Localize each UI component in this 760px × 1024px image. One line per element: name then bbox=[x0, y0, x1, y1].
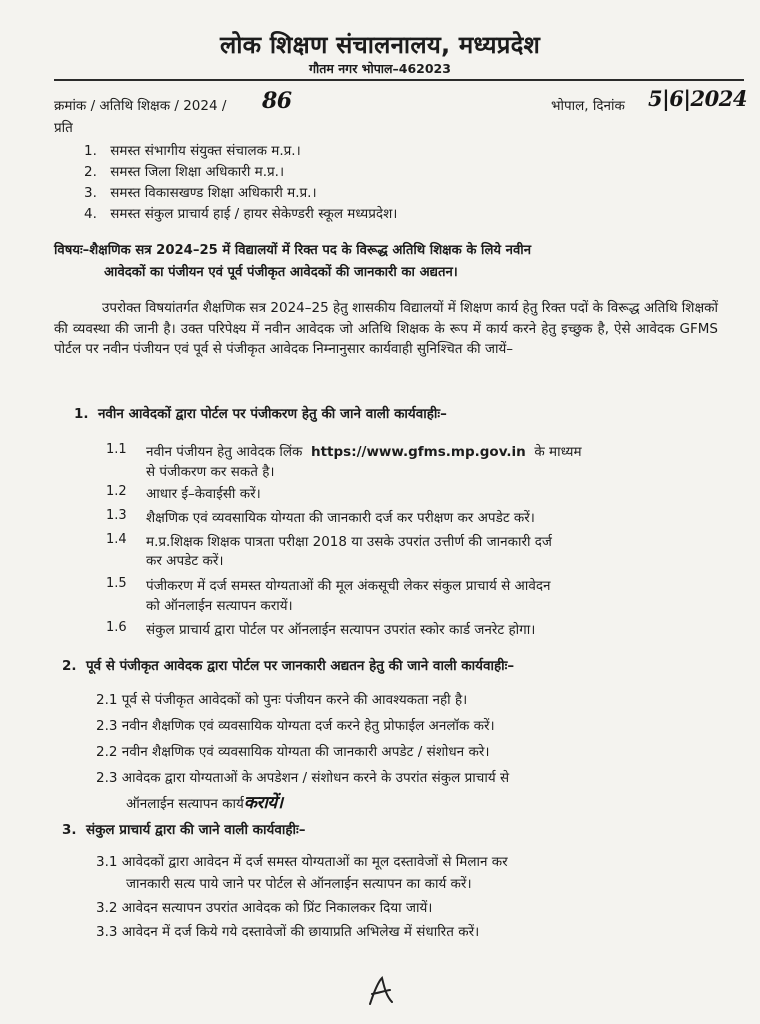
subject-label: विषयः– bbox=[54, 243, 90, 258]
section-3-heading: 3. संकुल प्राचार्य द्वारा की जाने वाली कार्यवाहीः– bbox=[62, 822, 306, 838]
item-1-1-line2: से पंजीकरण कर सकते है। bbox=[146, 464, 275, 480]
item-1-3-text: शैक्षणिक एवं व्यवसायिक योग्यता की जानकारी दर्ज कर परीक्षण कर अपडेट करें। bbox=[146, 510, 535, 526]
item-3-3: 3.3 आवेदन में दर्ज किये गये दस्तावेजों की छायाप्रति अभिलेख में संधारित करें। bbox=[96, 924, 480, 940]
list-item: 1. समस्त संभागीय संयुक्त संचालक म.प्र.। bbox=[84, 143, 301, 159]
item-1-1-text: नवीन पंजीयन हेतु आवेदक लिंक https://www.gfms.mp.gov.in के माध्यम bbox=[146, 444, 582, 460]
place-date-label: भोपाल, दिनांक bbox=[551, 98, 625, 114]
item-2-1: 2.1 पूर्व से पंजीकृत आवेदकों को पुनः पंजीयन करने की आवश्यकता नही है। bbox=[96, 692, 468, 708]
intro-paragraph: उपरोक्त विषयांतर्गत शैक्षणिक सत्र 2024–25 हेतु शासकीय विद्यालयों में शिक्षण कार्य हेतु रिक्त पदों के विरूद्ध अतिथि शिक्षकों की व्यवस्था की जानी है। उक्त परिपेक्ष्य में नवीन आवेदक जो अतिथि शिक्षक के रूप में कार्य करने हेतु इच्छुक है, ऐसे आवेदक GFMS पोर्टल पर नवीन पंजीयन एवं पूर्व से पंजीकृत आवेदक निम्नानुसार कार्यवाही सुनिश्चित की जायें– bbox=[54, 300, 718, 357]
item-2-3a: 2.3 नवीन शैक्षणिक एवं व्यवसायिक योग्यता दर्ज करने हेतु प्रोफाईल अनलॉक करें। bbox=[96, 718, 495, 734]
item-1-6-num: 1.6 bbox=[106, 620, 127, 635]
item-2-3b: 2.3 आवेदक द्वारा योग्यताओं के अपडेशन / संशोधन करने के उपरांत संकुल प्राचार्य से bbox=[96, 770, 510, 786]
signature-mark bbox=[362, 972, 402, 1012]
item-3-1: 3.1 आवेदकों द्वारा आवेदन में दर्ज समस्त योग्यताओं का मूल दस्तावेजों से मिलान कर bbox=[96, 854, 508, 870]
prati-label: प्रति bbox=[54, 120, 73, 136]
item-1-3-num: 1.3 bbox=[106, 508, 127, 523]
gfms-portal-link[interactable]: https://www.gfms.mp.gov.in bbox=[310, 444, 526, 460]
item-1-4-text: म.प्र.शिक्षक शिक्षक पात्रता परीक्षा 2018 या उसके उपरांत उत्तीर्ण की जानकारी दर्ज bbox=[146, 534, 552, 550]
list-item: 3. समस्त विकासखण्ड शिक्षा अधिकारी म.प्र.। bbox=[84, 185, 317, 201]
reference-prefix: क्रमांक / अतिथि शिक्षक / 2024 / bbox=[54, 98, 227, 114]
subject-line-1: विषयः–शैक्षणिक सत्र 2024–25 में विद्यालयों में रिक्त पद के विरूद्ध अतिथि शिक्षक के लिये नवीन bbox=[54, 243, 532, 258]
item-1-1-num: 1.1 bbox=[106, 442, 127, 457]
item-3-1-line2: जानकारी सत्य पाये जाने पर पोर्टल से ऑनलाईन सत्यापन का कार्य करें। bbox=[126, 876, 472, 892]
item-2-3b-line2: ऑनलाईन सत्यापन कार्यकरायें। bbox=[126, 793, 283, 813]
item-1-5-num: 1.5 bbox=[106, 576, 127, 591]
page-title: लोक शिक्षण संचालनालय, मध्यप्रदेश bbox=[219, 31, 541, 59]
item-1-5-line2: को ऑनलाईन सत्यापन करायें। bbox=[146, 598, 293, 614]
subject-line-2: आवेदकों का पंजीयन एवं पूर्व पंजीकृत आवेदकों की जानकारी का अद्यतन। bbox=[104, 265, 458, 280]
item-1-4-line2: कर अपडेट करें। bbox=[146, 553, 224, 569]
item-1-2-text: आधार ई–केवाईसी करें। bbox=[146, 486, 261, 502]
office-address: गौतम नगर भोपाल–462023 bbox=[309, 61, 451, 76]
reference-number-handwritten: 86 bbox=[262, 88, 292, 114]
item-3-2: 3.2 आवेदन सत्यापन उपरांत आवेदक को प्रिंट निकालकर दिया जायें। bbox=[96, 900, 433, 916]
handwritten-correction: करायें। bbox=[243, 793, 283, 813]
header-divider bbox=[54, 79, 744, 81]
section-2-heading: 2. पूर्व से पंजीकृत आवेदक द्वारा पोर्टल पर जानकारी अद्यतन हेतु की जाने वाली कार्यवाहीः– bbox=[62, 658, 515, 674]
item-1-5-text: पंजीकरण में दर्ज समस्त योग्यताओं की मूल अंकसूची लेकर संकुल प्राचार्य से आवेदन bbox=[146, 578, 551, 594]
item-2-2: 2.2 नवीन शैक्षणिक एवं व्यवसायिक योग्यता की जानकारी अपडेट / संशोधन करे। bbox=[96, 744, 490, 760]
section-1-heading: 1. नवीन आवेदकों द्वारा पोर्टल पर पंजीकरण हेतु की जाने वाली कार्यवाहीः– bbox=[74, 406, 447, 422]
list-item: 4. समस्त संकुल प्राचार्य हाई / हायर सेकेण्डरी स्कूल मध्यप्रदेश। bbox=[84, 206, 398, 222]
item-1-4-num: 1.4 bbox=[106, 532, 127, 547]
item-1-6-text: संकुल प्राचार्य द्वारा पोर्टल पर ऑनलाईन सत्यापन उपरांत स्कोर कार्ड जनरेट होगा। bbox=[146, 622, 536, 638]
item-1-2-num: 1.2 bbox=[106, 484, 127, 499]
date-handwritten: 5|6|2024 bbox=[648, 86, 747, 111]
list-item: 2. समस्त जिला शिक्षा अधिकारी म.प्र.। bbox=[84, 164, 285, 180]
